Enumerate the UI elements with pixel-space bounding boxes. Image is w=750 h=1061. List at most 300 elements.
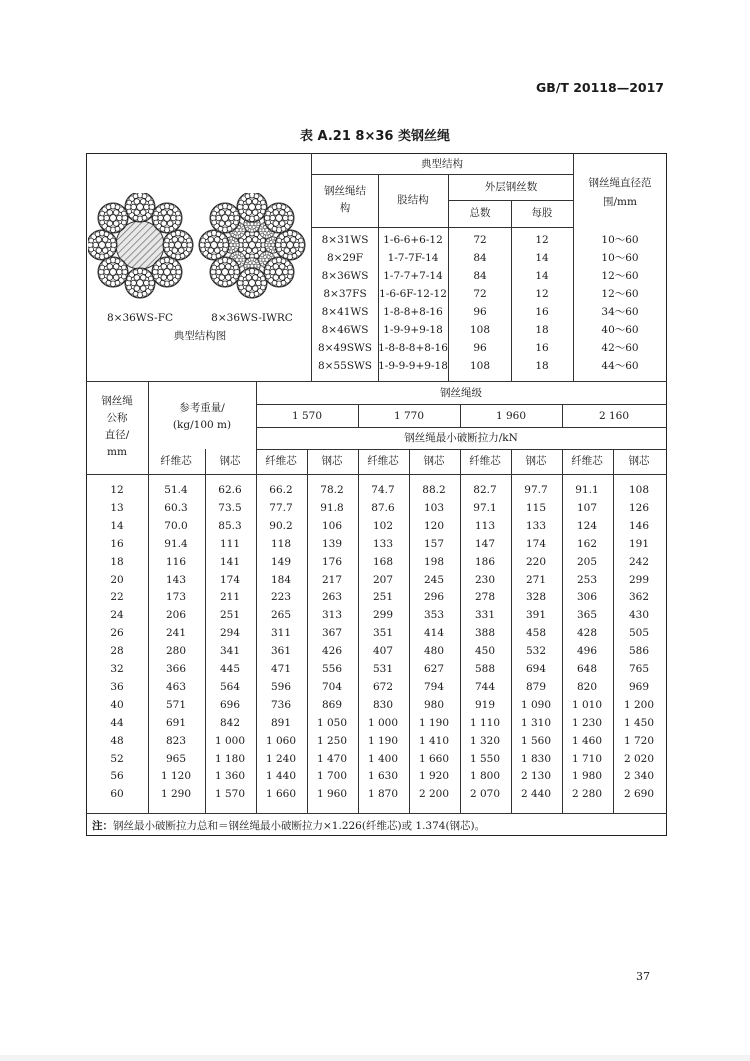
strand-structure-cell: 1-7-7F-14 xyxy=(387,252,439,264)
value-cell: 176 xyxy=(321,555,343,568)
nominal-diameter-cell: 20 xyxy=(110,573,124,586)
value-cell: 230 xyxy=(474,573,496,586)
outer-total-cell: 84 xyxy=(473,252,487,264)
value-cell: 1 090 xyxy=(520,698,552,711)
value-cell: 217 xyxy=(321,573,343,586)
value-cell: 1 190 xyxy=(418,716,450,729)
value-cell: 73.5 xyxy=(218,501,242,514)
value-cell: 365 xyxy=(576,609,598,622)
value-cell: 2 020 xyxy=(623,752,655,765)
value-cell: 571 xyxy=(165,698,187,711)
grid-line xyxy=(311,174,573,175)
value-cell: 2 280 xyxy=(571,788,603,801)
value-cell: 1 050 xyxy=(316,716,348,729)
value-cell: 430 xyxy=(628,609,650,622)
nominal-diameter-cell: 26 xyxy=(110,627,124,640)
value-cell: 2 440 xyxy=(520,788,552,801)
value-cell: 1 830 xyxy=(520,752,552,765)
fibre-core-header: 纤维芯 xyxy=(160,455,192,467)
value-cell: 74.7 xyxy=(371,484,395,496)
grade-value: 2 160 xyxy=(598,410,630,422)
grid-line xyxy=(256,381,257,813)
min-break-header: 钢丝绳最小破断拉力/kN xyxy=(404,432,518,444)
grade-header: 钢丝绳级 xyxy=(440,387,482,399)
nominal-diameter-cell: 56 xyxy=(110,770,124,783)
nominal-diameter-cell: 18 xyxy=(110,555,124,568)
value-cell: 361 xyxy=(270,645,292,658)
value-cell: 299 xyxy=(628,573,650,586)
rope-structure-cell: 8×36WS xyxy=(321,270,369,282)
value-cell: 149 xyxy=(270,555,292,568)
figure-label-iwrc: 8×36WS-IWRC xyxy=(211,312,293,324)
strand-structure-cell: 1-8-8+8-16 xyxy=(383,306,443,318)
steel-core-header: 钢芯 xyxy=(219,455,241,467)
diameter-range-cell: 40～60 xyxy=(601,324,639,336)
value-cell: 85.3 xyxy=(218,519,242,532)
typical-structure-header: 典型结构 xyxy=(421,158,463,170)
table-title: 表 A.21 8×36 类钢丝绳 xyxy=(300,129,450,144)
value-cell: 133 xyxy=(372,537,394,550)
ref-weight-header: 参考重量/ xyxy=(179,402,225,414)
value-cell: 88.2 xyxy=(422,484,446,496)
figure-label-fc: 8×36WS-FC xyxy=(106,312,174,324)
value-cell: 1 960 xyxy=(316,788,348,801)
nominal-diameter-cell: 13 xyxy=(110,501,124,514)
value-cell: 328 xyxy=(525,591,547,604)
value-cell: 143 xyxy=(165,573,187,586)
value-cell: 116 xyxy=(165,555,187,568)
value-cell: 1 320 xyxy=(469,734,501,747)
steel-core-header: 钢芯 xyxy=(321,455,343,467)
value-cell: 1 550 xyxy=(469,752,501,765)
value-cell: 2 340 xyxy=(623,770,655,783)
grid-line xyxy=(409,449,410,813)
value-cell: 242 xyxy=(628,555,650,568)
value-cell: 480 xyxy=(423,645,445,658)
outer-per-strand-cell: 14 xyxy=(535,270,549,282)
value-cell: 103 xyxy=(423,501,445,514)
value-cell: 106 xyxy=(321,519,343,532)
value-cell: 736 xyxy=(270,698,292,711)
nominal-diameter-cell: 12 xyxy=(110,484,124,496)
rope-structure-cell: 8×49SWS xyxy=(317,342,373,354)
value-cell: 869 xyxy=(321,698,343,711)
value-cell: 313 xyxy=(321,609,343,622)
grade-value: 1 570 xyxy=(291,410,323,422)
value-cell: 186 xyxy=(474,555,496,568)
strand-structure-cell: 1-9-9-9+9-18 xyxy=(378,360,448,372)
grid-line xyxy=(311,153,312,381)
outer-total-cell: 84 xyxy=(473,270,487,282)
nominal-diameter-cell: 36 xyxy=(110,680,124,693)
grid-line xyxy=(256,449,667,450)
value-cell: 191 xyxy=(628,537,650,550)
value-cell: 263 xyxy=(321,591,343,604)
value-cell: 66.2 xyxy=(269,484,293,496)
value-cell: 331 xyxy=(474,609,496,622)
grid-line xyxy=(562,404,563,427)
value-cell: 102 xyxy=(372,519,394,532)
value-cell: 1 000 xyxy=(367,716,399,729)
nominal-diameter-header-line: 钢丝绳 xyxy=(101,395,133,407)
fibre-core-header: 纤维芯 xyxy=(265,455,297,467)
value-cell: 648 xyxy=(576,663,598,675)
value-cell: 168 xyxy=(372,555,394,568)
value-cell: 627 xyxy=(423,663,445,675)
rope-structure-cell: 8×55SWS xyxy=(317,360,373,372)
value-cell: 223 xyxy=(270,591,292,604)
value-cell: 980 xyxy=(423,698,445,711)
value-cell: 1 570 xyxy=(214,788,246,801)
value-cell: 1 800 xyxy=(469,770,501,783)
outer-per-strand-cell: 14 xyxy=(535,252,549,264)
grid-line xyxy=(307,449,308,813)
value-cell: 450 xyxy=(474,645,496,658)
grid-line xyxy=(511,200,512,381)
value-cell: 1 870 xyxy=(367,788,399,801)
value-cell: 82.7 xyxy=(473,484,497,496)
grid-line xyxy=(358,404,359,427)
grid-line xyxy=(562,449,563,813)
nominal-diameter-cell: 44 xyxy=(110,716,124,729)
diameter-range-cell: 12～60 xyxy=(601,270,639,282)
value-cell: 556 xyxy=(321,663,343,675)
value-cell: 60.3 xyxy=(164,501,188,514)
grid-line xyxy=(460,449,461,813)
value-cell: 174 xyxy=(219,573,241,586)
value-cell: 133 xyxy=(525,519,547,532)
value-cell: 90.2 xyxy=(269,519,293,532)
value-cell: 278 xyxy=(474,591,496,604)
outer-total-cell: 96 xyxy=(473,342,487,354)
outer-total-cell: 96 xyxy=(473,306,487,318)
value-cell: 126 xyxy=(628,501,650,514)
value-cell: 1 450 xyxy=(623,716,655,729)
outer-per-strand-cell: 16 xyxy=(535,306,549,318)
value-cell: 458 xyxy=(525,627,547,640)
value-cell: 407 xyxy=(372,645,394,658)
diameter-range-cell: 44～60 xyxy=(601,360,639,372)
value-cell: 78.2 xyxy=(320,484,344,496)
grid-line xyxy=(358,449,359,813)
rope-structure-cell: 8×46WS xyxy=(321,324,369,336)
rope-structure-cell: 8×41WS xyxy=(321,306,369,318)
value-cell: 969 xyxy=(628,680,650,693)
value-cell: 1 110 xyxy=(469,716,501,729)
value-cell: 1 290 xyxy=(160,788,192,801)
value-cell: 891 xyxy=(270,716,292,729)
rope-structure-cell: 8×37FS xyxy=(323,288,367,300)
value-cell: 341 xyxy=(219,645,241,658)
value-cell: 198 xyxy=(423,555,445,568)
value-cell: 1 060 xyxy=(265,734,297,747)
value-cell: 1 240 xyxy=(265,752,297,765)
nominal-diameter-header-line: 公称 xyxy=(106,412,128,424)
value-cell: 1 470 xyxy=(316,752,348,765)
grid-line xyxy=(511,449,512,813)
value-cell: 184 xyxy=(270,573,292,586)
value-cell: 70.0 xyxy=(164,519,188,532)
value-cell: 471 xyxy=(270,663,292,675)
nominal-diameter-cell: 24 xyxy=(110,609,124,622)
nominal-diameter-cell: 16 xyxy=(110,537,124,550)
nominal-diameter-cell: 28 xyxy=(110,645,124,658)
value-cell: 113 xyxy=(474,519,496,532)
value-cell: 280 xyxy=(165,645,187,658)
value-cell: 1 460 xyxy=(571,734,603,747)
strand-structure-cell: 1-9-9+9-18 xyxy=(383,324,443,336)
value-cell: 162 xyxy=(576,537,598,550)
value-cell: 391 xyxy=(525,609,547,622)
value-cell: 91.8 xyxy=(320,501,344,514)
value-cell: 1 410 xyxy=(418,734,450,747)
fibre-core-header: 纤维芯 xyxy=(367,455,399,467)
grid-line xyxy=(311,227,573,228)
value-cell: 97.7 xyxy=(524,484,548,496)
nominal-diameter-cell: 32 xyxy=(110,663,124,675)
value-cell: 586 xyxy=(628,645,650,658)
value-cell: 296 xyxy=(423,591,445,604)
value-cell: 115 xyxy=(525,501,547,514)
value-cell: 879 xyxy=(525,680,547,693)
table-note xyxy=(92,818,485,833)
value-cell: 1 000 xyxy=(214,734,246,747)
value-cell: 1 710 xyxy=(571,752,603,765)
outer-total-cell: 108 xyxy=(469,360,491,372)
value-cell: 124 xyxy=(576,519,598,532)
grade-value: 1 960 xyxy=(495,410,527,422)
note-text: 钢丝最小破断拉力总和＝钢丝绳最小破断拉力×1.226(纤维芯)或 1.374(钢芯)。 xyxy=(113,820,486,832)
note-prefix: 注： xyxy=(92,820,113,832)
rope-structure-cell: 8×29F xyxy=(326,252,364,264)
grid-line xyxy=(86,381,667,382)
value-cell: 157 xyxy=(423,537,445,550)
value-cell: 139 xyxy=(321,537,343,550)
value-cell: 505 xyxy=(628,627,650,640)
value-cell: 696 xyxy=(219,698,241,711)
value-cell: 251 xyxy=(219,609,241,622)
nominal-diameter-cell: 14 xyxy=(110,519,124,532)
value-cell: 51.4 xyxy=(164,484,188,496)
page-number: 37 xyxy=(636,970,650,983)
value-cell: 1 200 xyxy=(623,698,655,711)
value-cell: 2 130 xyxy=(520,770,552,783)
value-cell: 1 920 xyxy=(418,770,450,783)
value-cell: 271 xyxy=(525,573,547,586)
value-cell: 1 700 xyxy=(316,770,348,783)
outer-per-strand-cell: 18 xyxy=(535,324,549,336)
value-cell: 62.6 xyxy=(218,484,242,496)
outer-per-strand-cell: 12 xyxy=(535,234,549,246)
value-cell: 765 xyxy=(628,663,650,675)
grid-line xyxy=(448,174,449,381)
value-cell: 253 xyxy=(576,573,598,586)
fibre-core-header: 纤维芯 xyxy=(571,455,603,467)
value-cell: 108 xyxy=(628,484,650,496)
rope-structure-cell: 8×31WS xyxy=(321,234,369,246)
value-cell: 965 xyxy=(165,752,187,765)
diameter-range-cell: 10～60 xyxy=(601,252,639,264)
value-cell: 141 xyxy=(219,555,241,568)
value-cell: 205 xyxy=(576,555,598,568)
diameter-range-header: 钢丝绳直径范围/mm xyxy=(588,177,652,208)
value-cell: 120 xyxy=(423,519,445,532)
value-cell: 463 xyxy=(165,680,187,693)
outer-total-cell: 72 xyxy=(473,288,487,300)
grid-line xyxy=(460,404,461,427)
value-cell: 241 xyxy=(165,627,187,640)
outer-per-strand-cell: 18 xyxy=(535,360,549,372)
diameter-range-cell: 34～60 xyxy=(601,306,639,318)
value-cell: 2 200 xyxy=(418,788,450,801)
value-cell: 496 xyxy=(576,645,598,658)
value-cell: 265 xyxy=(270,609,292,622)
value-cell: 211 xyxy=(219,591,241,604)
value-cell: 1 180 xyxy=(214,752,246,765)
grid-line xyxy=(86,813,667,814)
rope-cross-section-figure xyxy=(88,193,308,309)
value-cell: 1 660 xyxy=(265,788,297,801)
value-cell: 1 190 xyxy=(367,734,399,747)
page-bottom-strip xyxy=(0,1055,750,1061)
value-cell: 531 xyxy=(372,663,394,675)
value-cell: 299 xyxy=(372,609,394,622)
value-cell: 245 xyxy=(423,573,445,586)
nominal-diameter-cell: 60 xyxy=(110,788,124,801)
value-cell: 91.4 xyxy=(164,537,188,550)
value-cell: 694 xyxy=(525,663,547,675)
value-cell: 353 xyxy=(423,609,445,622)
value-cell: 174 xyxy=(525,537,547,550)
value-cell: 1 310 xyxy=(520,716,552,729)
value-cell: 445 xyxy=(219,663,241,675)
value-cell: 414 xyxy=(423,627,445,640)
grid-line xyxy=(86,474,667,475)
value-cell: 1 010 xyxy=(571,698,603,711)
value-cell: 351 xyxy=(372,627,394,640)
value-cell: 1 230 xyxy=(571,716,603,729)
value-cell: 77.7 xyxy=(269,501,293,514)
value-cell: 532 xyxy=(525,645,547,658)
value-cell: 388 xyxy=(474,627,496,640)
grid-line xyxy=(256,404,667,405)
value-cell: 919 xyxy=(474,698,496,711)
value-cell: 820 xyxy=(576,680,598,693)
value-cell: 306 xyxy=(576,591,598,604)
fibre-core-header: 纤维芯 xyxy=(469,455,501,467)
steel-core-header: 钢芯 xyxy=(628,455,650,467)
value-cell: 118 xyxy=(270,537,292,550)
strand-structure-cell: 1-6-6+6-12 xyxy=(383,234,443,246)
strand-structure-cell: 1-8-8-8+8-16 xyxy=(378,342,448,354)
diameter-range-cell: 12～60 xyxy=(601,288,639,300)
value-cell: 596 xyxy=(270,680,292,693)
grid-line xyxy=(613,449,614,813)
value-cell: 842 xyxy=(219,716,241,729)
value-cell: 173 xyxy=(165,591,187,604)
grid-line xyxy=(573,153,574,381)
diameter-range-cell: 42～60 xyxy=(601,342,639,354)
nominal-diameter-header-line: 直径/ xyxy=(104,429,130,441)
value-cell: 1 720 xyxy=(623,734,655,747)
grid-line xyxy=(256,427,667,428)
value-cell: 1 360 xyxy=(214,770,246,783)
grade-value: 1 770 xyxy=(393,410,425,422)
per-strand-header: 每股 xyxy=(531,207,553,219)
value-cell: 794 xyxy=(423,680,445,693)
outer-wires-header: 外层钢丝数 xyxy=(484,181,538,193)
value-cell: 111 xyxy=(219,537,241,550)
strand-structure-cell: 1-6-6F-12-12 xyxy=(379,288,447,300)
outer-total-cell: 72 xyxy=(473,234,487,246)
total-header: 总数 xyxy=(469,207,491,219)
value-cell: 704 xyxy=(321,680,343,693)
value-cell: 91.1 xyxy=(575,484,599,496)
value-cell: 97.1 xyxy=(473,501,497,514)
value-cell: 311 xyxy=(270,627,292,640)
value-cell: 2 690 xyxy=(623,788,655,801)
value-cell: 588 xyxy=(474,663,496,675)
value-cell: 672 xyxy=(372,680,394,693)
diameter-range-cell: 10～60 xyxy=(601,234,639,246)
rope-structure-header: 钢丝绳结构 xyxy=(324,185,366,214)
steel-core-header: 钢芯 xyxy=(423,455,445,467)
outer-per-strand-cell: 12 xyxy=(535,288,549,300)
value-cell: 823 xyxy=(165,734,187,747)
value-cell: 220 xyxy=(525,555,547,568)
outer-per-strand-cell: 16 xyxy=(535,342,549,354)
value-cell: 426 xyxy=(321,645,343,658)
value-cell: 294 xyxy=(219,627,241,640)
value-cell: 362 xyxy=(628,591,650,604)
value-cell: 830 xyxy=(372,698,394,711)
ref-weight-unit: (kg/100 m) xyxy=(172,419,232,431)
steel-core-header: 钢芯 xyxy=(525,455,547,467)
nominal-diameter-cell: 22 xyxy=(110,591,124,604)
value-cell: 107 xyxy=(576,501,598,514)
value-cell: 147 xyxy=(474,537,496,550)
value-cell: 1 630 xyxy=(367,770,399,783)
standard-number: GB/T 20118—2017 xyxy=(535,80,664,95)
figure-caption: 典型结构图 xyxy=(173,330,227,342)
value-cell: 366 xyxy=(165,663,187,675)
nominal-diameter-cell: 40 xyxy=(110,698,124,711)
value-cell: 1 120 xyxy=(160,770,192,783)
value-cell: 2 070 xyxy=(469,788,501,801)
nominal-diameter-header-line: mm xyxy=(107,446,127,458)
nominal-diameter-cell: 52 xyxy=(110,752,124,765)
grid-line xyxy=(148,381,149,813)
value-cell: 744 xyxy=(474,680,496,693)
value-cell: 1 980 xyxy=(571,770,603,783)
value-cell: 1 400 xyxy=(367,752,399,765)
value-cell: 1 660 xyxy=(418,752,450,765)
value-cell: 146 xyxy=(628,519,650,532)
value-cell: 1 250 xyxy=(316,734,348,747)
value-cell: 367 xyxy=(321,627,343,640)
value-cell: 207 xyxy=(372,573,394,586)
grid-line xyxy=(205,449,206,813)
value-cell: 1 560 xyxy=(520,734,552,747)
value-cell: 1 440 xyxy=(265,770,297,783)
value-cell: 564 xyxy=(219,680,241,693)
nominal-diameter-cell: 48 xyxy=(110,734,124,747)
value-cell: 87.6 xyxy=(371,501,395,514)
value-cell: 428 xyxy=(576,627,598,640)
outer-total-cell: 108 xyxy=(469,324,491,336)
strand-structure-cell: 1-7-7+7-14 xyxy=(383,270,443,282)
value-cell: 691 xyxy=(165,716,187,729)
